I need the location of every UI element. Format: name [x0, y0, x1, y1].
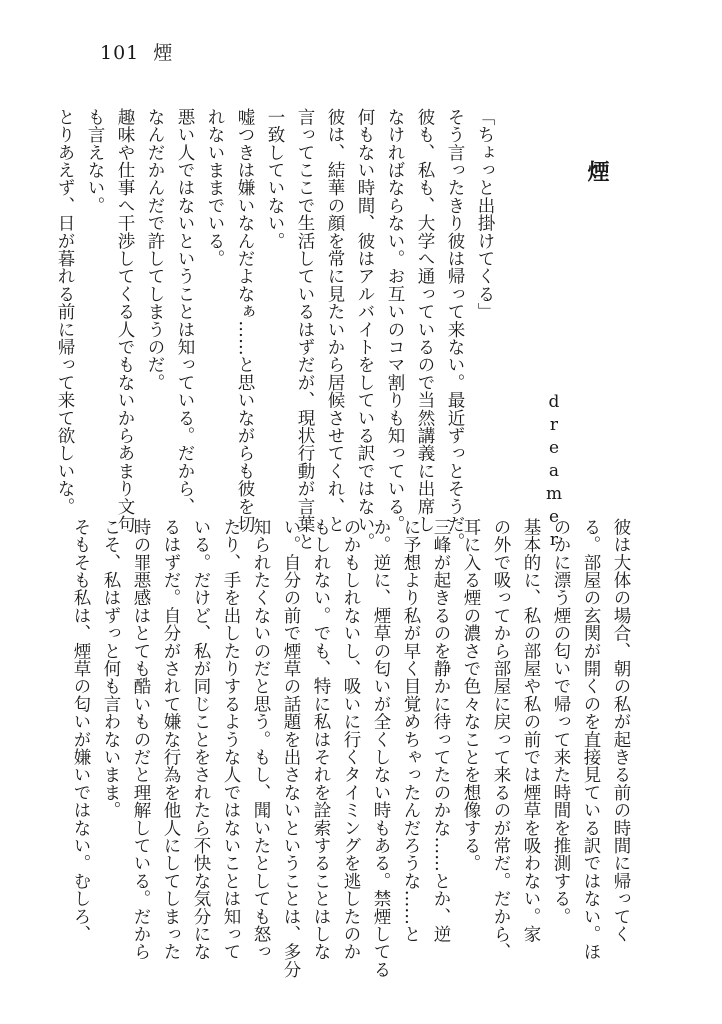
lower-text-block — [71, 518, 636, 979]
text-line: る。部屋の玄関が開くのを直接見ている訳ではない。ほ — [581, 518, 601, 961]
text-line: か。逆に、煙草の匂いが全くしない時もある。禁煙してる — [371, 518, 391, 979]
text-line: のかに漂う煙の匂いで帰って来た時間を推測する。 — [551, 518, 571, 926]
text-line: のかもしれないし、吸いに行くタイミングを逃したのか — [341, 518, 361, 961]
text-line: 何もない時間、彼はアルバイトをしている訳ではない。 — [355, 108, 375, 551]
text-line: の外で吸ってから部屋に戻って来るのが常だ。だから、 — [491, 518, 511, 961]
text-line: 三峰が起きるのを静かに待ってたのかな……とか、逆 — [431, 518, 451, 943]
text-line: 知られたくないのだと思う。もし、聞いたとしても怒っ — [251, 518, 271, 961]
running-title: 煙 — [153, 42, 174, 64]
story-author: dreamer — [544, 392, 564, 553]
text-line: 彼は、結華の顔を常に見たいから居候させてくれ、と — [325, 108, 345, 533]
text-line: そもそも私は、煙草の匂いが嫌いではない。むしろ、 — [71, 518, 91, 943]
text-line: 一致していない。 — [265, 108, 285, 250]
text-line: なければならない。お互いのコマ割りも知っている。 — [385, 108, 405, 533]
upper-text-block — [55, 108, 500, 551]
text-line: 趣味や仕事へ干渉してくる人でもないからあまり文句 — [115, 108, 135, 533]
text-line: もしれない。でも、特に私はそれを詮索することはしな — [311, 518, 331, 961]
text-line: も言えない。 — [85, 108, 105, 215]
text-line: 基本的に、私の部屋や私の前では煙草を吸わない。家 — [521, 518, 541, 943]
text-line: 言ってここで生活しているはずだが、現状行動が言葉と — [295, 108, 315, 551]
text-line: い。自分の前で煙草の話題を出さないということは、多分 — [281, 518, 301, 979]
page-header — [100, 38, 173, 65]
text-line: 「ちょっと出掛けてくる」 — [475, 108, 495, 321]
text-line: そう言ったきり彼は帰って来ない。最近ずっとそうだ。 — [445, 108, 465, 551]
text-line: れないままでいる。 — [205, 108, 225, 268]
text-line: いる。だけど、私が同じことをされたら不快な気分にな — [191, 518, 211, 961]
text-line: 彼も、私も、大学へ通っているので当然講義に出席し — [415, 108, 435, 533]
text-line: なんだかんだで許してしまうのだ。 — [145, 108, 165, 392]
story-title: 煙 — [584, 160, 610, 182]
text-line: たり、手を出したりするような人ではないことは知って — [221, 518, 241, 961]
text-line: 悪い人ではないということは知っている。だから、 — [175, 108, 195, 516]
text-line: こそ、私はずっと何も言わないまま。 — [101, 518, 121, 819]
text-line: 彼は大体の場合、朝の私が起きる前の時間に帰ってく — [611, 518, 631, 943]
text-line: るはずだ。自分がされて嫌な行為を他人にしてしまった — [161, 518, 181, 961]
text-line: 耳に入る煙の濃さで色々なことを想像する。 — [461, 518, 481, 872]
text-line: 嘘つきは嫌いなんだよなぁ……と思いながらも彼を切 — [235, 108, 255, 533]
text-line: とりあえず、日が暮れる前に帰って来て欲しいな。 — [55, 108, 75, 516]
text-line: 時の罪悪感はとても酷いものだと理解している。だから — [131, 518, 151, 961]
text-line: に予想より私が早く目覚めちゃったんだろうな……と — [401, 518, 421, 943]
page-number: 101 — [100, 42, 140, 64]
